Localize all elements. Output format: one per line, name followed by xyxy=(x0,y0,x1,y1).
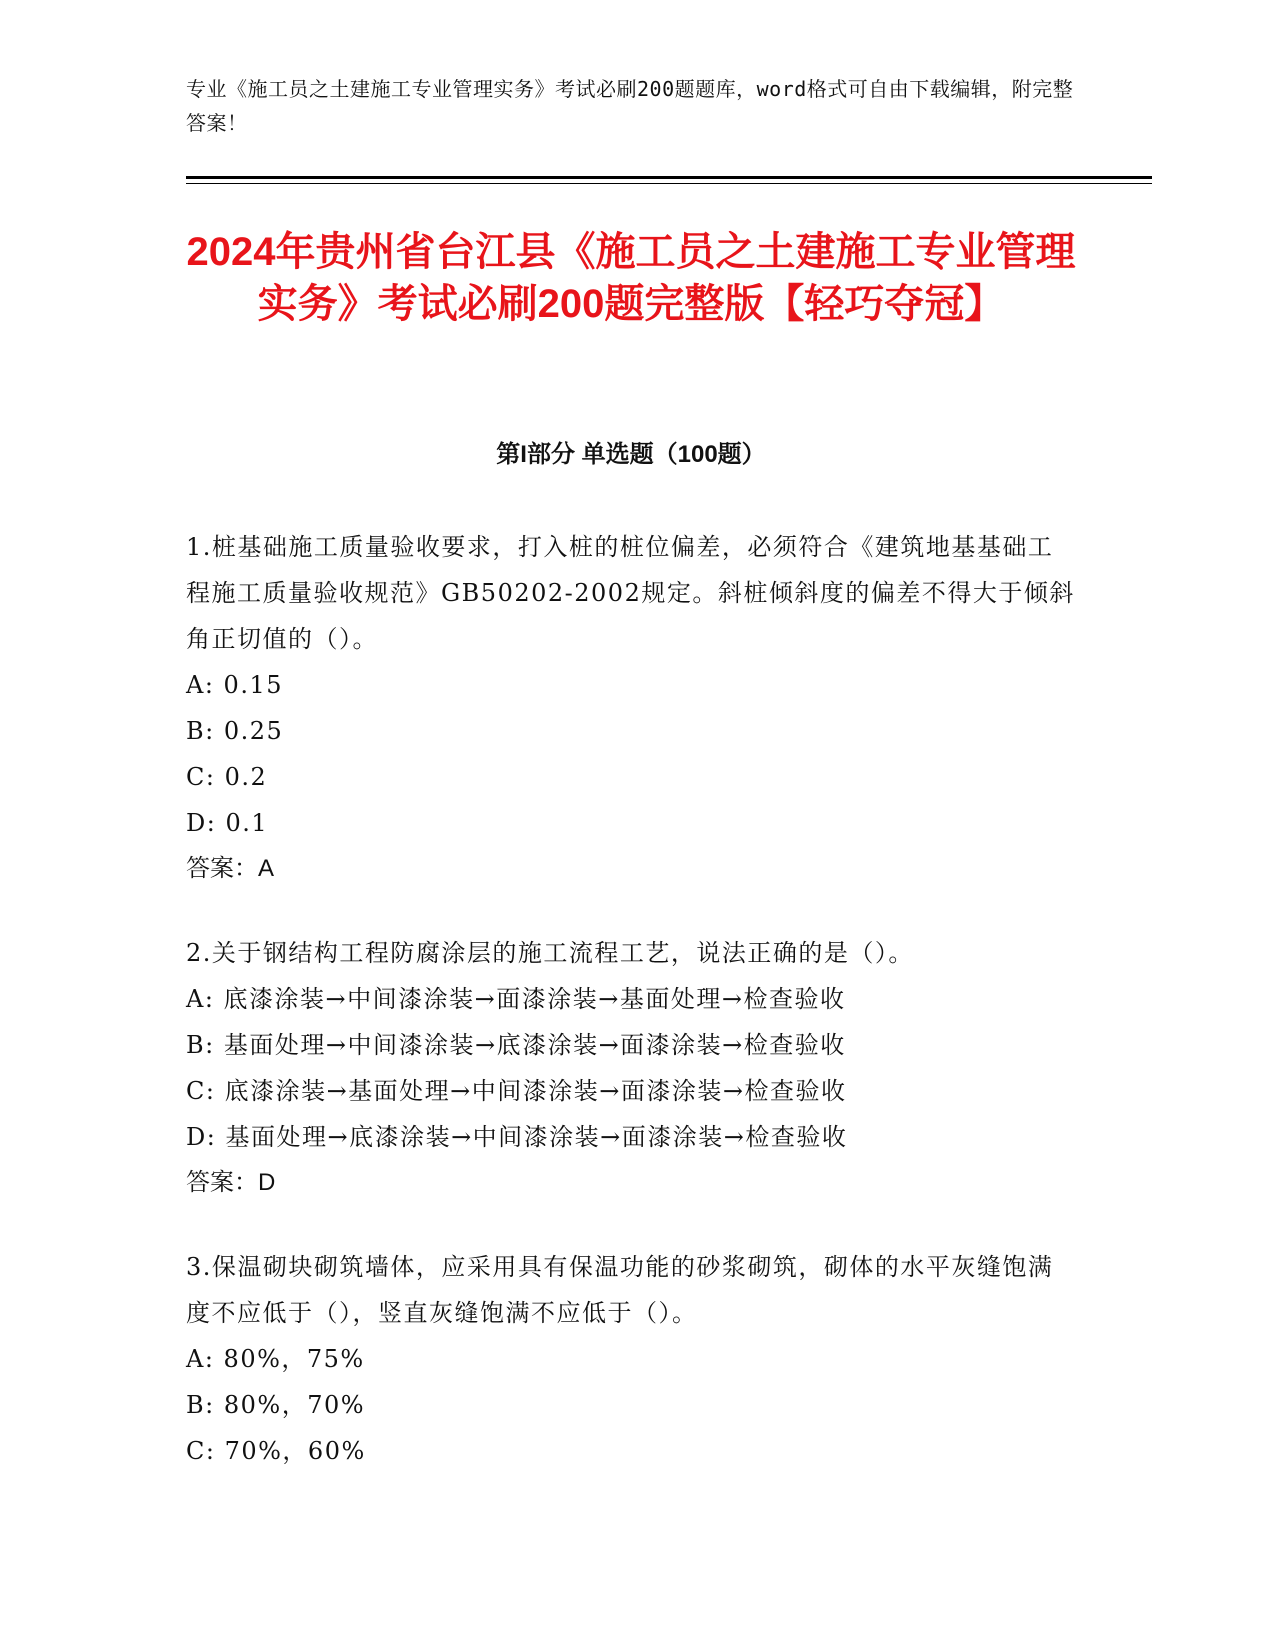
option-a: A: 80%，75% xyxy=(186,1345,365,1373)
question-stem: 3.保温砌块砌筑墙体，应采用具有保温功能的砂浆砌筑，砌体的水平灰缝饱满度不应低于（），竖直灰缝饱满不应低于（）。 xyxy=(186,1253,1054,1327)
question-stem: 2.关于钢结构工程防腐涂层的施工流程工艺，说法正确的是（）。 xyxy=(186,939,914,967)
option-a: A: 0.15 xyxy=(186,671,283,699)
option-d: D: 0.1 xyxy=(186,809,269,837)
answer: 答案：D xyxy=(186,1169,276,1196)
option-c: C: 底漆涂装→基面处理→中间漆涂装→面漆涂装→检查验收 xyxy=(186,1077,847,1105)
header-divider-thin xyxy=(186,183,1152,184)
option-b: B: 0.25 xyxy=(186,717,284,745)
section-title: 第I部分 单选题（100题） xyxy=(496,441,766,468)
option-b: B: 基面处理→中间漆涂装→底漆涂装→面漆涂装→检查验收 xyxy=(186,1031,846,1059)
header-divider-thick xyxy=(186,176,1152,179)
option-b: B: 80%，70% xyxy=(186,1391,366,1419)
option-d: D: 基面处理→底漆涂装→中间漆涂装→面漆涂装→检查验收 xyxy=(186,1123,848,1151)
header-note: 专业《施工员之土建施工专业管理实务》考试必刷200题题库，word格式可自由下载编辑，附完整答案！ xyxy=(186,77,1074,135)
option-a: A: 底漆涂装→中间漆涂装→面漆涂装→基面处理→检查验收 xyxy=(186,985,846,1013)
question-1 xyxy=(186,524,1076,892)
answer: 答案：A xyxy=(186,855,275,882)
option-c: C: 0.2 xyxy=(186,763,268,791)
question-2 xyxy=(186,930,1076,1206)
option-c: C: 70%，60% xyxy=(186,1437,366,1465)
question-stem: 1.桩基础施工质量验收要求，打入桩的桩位偏差，必须符合《建筑地基基础工程施工质量验收规范》GB50202-2002规定。斜桩倾斜度的偏差不得大于倾斜角正切值的（）。 xyxy=(186,533,1075,653)
question-3 xyxy=(186,1244,1076,1474)
question-list xyxy=(186,524,1076,1512)
document-title: 2024年贵州省台江县《施工员之土建施工专业管理实务》考试必刷200题完整版【轻巧夺冠】 xyxy=(186,230,1076,326)
